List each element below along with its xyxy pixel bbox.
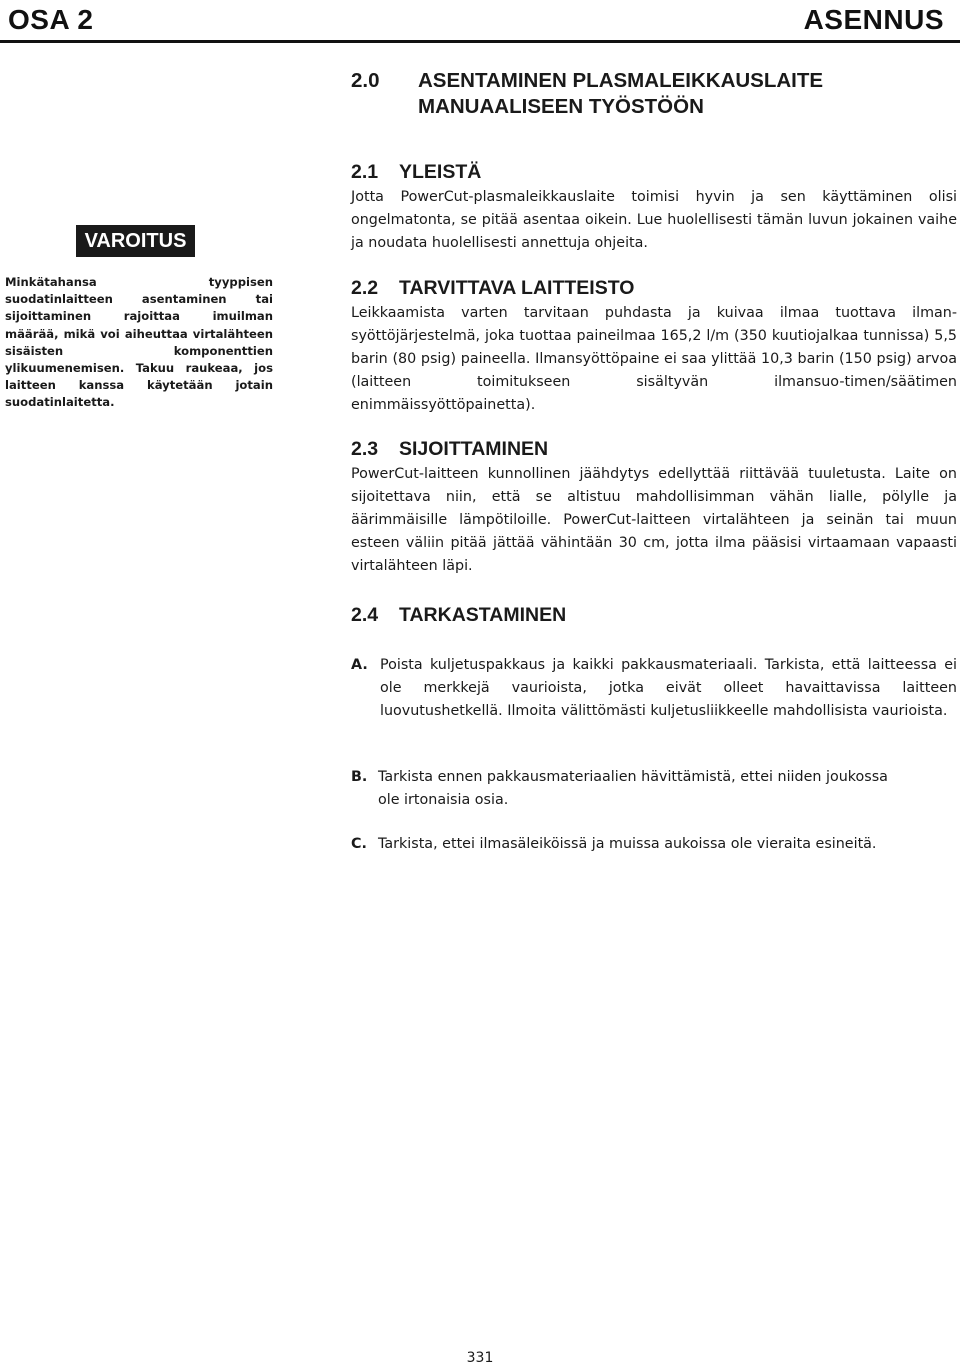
section-inspection [351,603,957,629]
list-item-letter: C. [351,836,367,852]
list-item-text: Tarkista, ettei ilmasäleiköissä ja muissa aukoissa ole vieraita esineitä. [378,836,877,852]
header-divider [0,40,960,43]
section-title: TARKASTAMINEN [399,604,567,626]
section-heading [351,160,957,184]
chapter-number: 2.0 [351,69,380,92]
section-title: YLEISTÄ [399,161,482,183]
section-required-equipment [351,276,957,417]
section-number: 2.4 [351,604,379,626]
list-item-letter: A. [351,657,368,673]
section-number: 2.3 [351,438,379,460]
chapter-title-line2: MANUAALISEEN TYÖSTÖÖN [418,95,704,118]
section-body: Leikkaamista varten tarvitaan puhdasta ja kuivaa ilmaa tuottava ilmansyöttöjärjestelmä, joka tuottaa paineilmaa 165,2 l/m (350 kuutiojalkaa tunnissa) 5,5 barin (80 psig) paineella. Ilmansyöttöpaine ei saa ylittää 10,3 barin (150 psig) arvoa (laitteen toimitukseen sisältyvän ilmansuo-timen/säätimen enimmäissyöttöpainetta). [351,305,957,413]
chapter-title-line1: ASENTAMINEN PLASMALEIKKAUSLAITE [418,69,824,92]
chapter-title [351,68,823,120]
section-number: 2.2 [351,277,379,299]
section-title: TARVITTAVA LAITTEISTO [399,277,635,299]
list-item-letter: B. [351,769,368,785]
list-item [351,654,957,723]
section-body: PowerCut-laitteen kunnollinen jäähdytys edellyttää riittävää tuuletusta. Laite on sijoitettava niin, että se altistuu mahdollisimman vähän lialle, pölylle ja äärimmäisille lämpötiloille. PowerCut-laitteen virtalähteen ja seinän tai muun esteen väliin pitää jättää vähintään 30 cm, jotta ilma pääsisi virtaamaan vapaasti virtalähteen läpi. [351,466,957,574]
section-general [351,160,957,255]
part-label: OSA 2 [8,4,94,35]
warning-text: Minkätahansa tyyppisen suodatinlaitteen asentaminen tai sijoittaminen rajoittaa imuilman määrää, mikä voi aiheuttaa virtalähteen sisäisten komponenttien ylikuumenemisen. Takuu raukeaa, jos laitteen kanssa käytetään jotain suodatinlaitetta. [5,275,273,410]
section-heading [351,603,957,627]
page-header [0,0,960,43]
list-item-text: Tarkista ennen pakkausmateriaalien hävittämistä, ettei niiden joukossa ole irtonaisia osia. [378,769,888,808]
chapter-label: ASENNUS [803,4,944,35]
section-heading [351,437,957,461]
section-number: 2.1 [351,161,379,183]
list-item-text: Poista kuljetuspakkaus ja kaikki pakkausmateriaali. Tarkista, että laitteessa ei ole merkkejä vaurioista, jotka eivät olleet havaittavissa laitteen luovutushetkellä. Ilmoita välittömästi kuljetusliikkeelle mahdollisista vaurioista. [380,657,957,719]
section-body: Jotta PowerCut-plasmaleikkauslaite toimisi hyvin ja sen käyttäminen olisi ongelmatonta, se pitää asentaa oikein. Lue huolellisesti tämän luvun jokainen vaihe ja noudata huolellisesti annettuja ohjeita. [351,189,957,251]
section-heading [351,276,957,300]
section-placement [351,437,957,578]
section-title: SIJOITTAMINEN [399,438,549,460]
page-number: 331 [466,1350,494,1366]
warning-label: VAROITUS [76,225,195,257]
list-item [351,833,957,856]
list-item [351,766,957,812]
